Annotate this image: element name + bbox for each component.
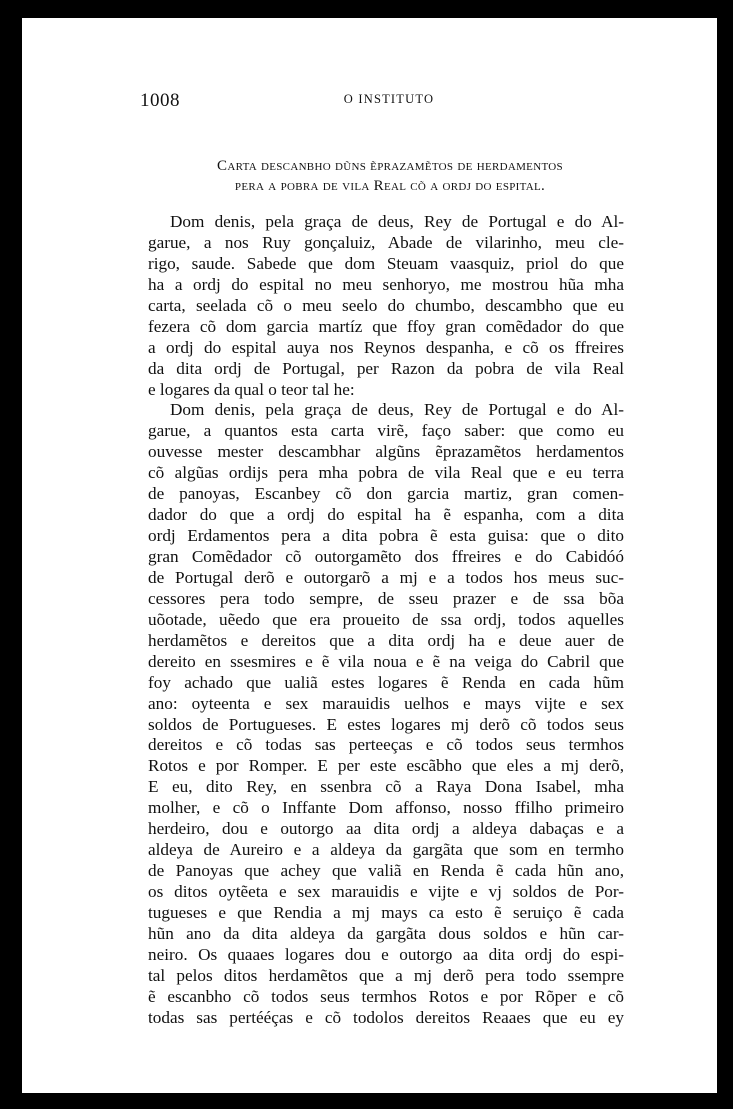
- body-line: soldos de Portugueses. E estes logares mj derõ cõ todos seus: [148, 714, 624, 734]
- document-title: [130, 156, 650, 196]
- body-line: fezera cõ dom garcia martíz que ffoy gran comẽdador do que: [148, 316, 624, 336]
- body-line: molher, e cõ o Inffante Dom affonso, nosso ffilho primeiro: [148, 798, 624, 818]
- journal-title: O INSTITUTO: [343, 92, 435, 106]
- body-line: dereitos e cõ todas sas perteeças e cõ todos seus termhos: [148, 735, 624, 755]
- body-line: Rotos e por Romper. E per este escãbho que eles a mj derõ,: [148, 756, 624, 776]
- body-line: foy achado que ualiã estes logares ẽ Renda en cada hũm: [148, 672, 624, 692]
- body-line: ha a ordj do espital no meu senhoryo, me mostrou hũa mha: [148, 274, 624, 294]
- body-line: E eu, dito Rey, en ssenbra cõ a Raya Dona Isabel, mha: [148, 777, 624, 797]
- body-line: carta, seelada cõ o meu seelo do chumbo, descambho que eu: [148, 295, 624, 315]
- body-line: hũn ano da dita aldeya da gargãta dous soldos e hũn car-: [148, 923, 624, 943]
- title-line-2: pera a pobra de vila Real cõ a ordj do espital.: [234, 178, 546, 194]
- body-line: os ditos oytẽeta e sex marauidis e vijte e vj soldos de Por-: [148, 882, 624, 901]
- running-head: [140, 90, 638, 112]
- body-line: todas sas pertééças e cõ todolos dereitos Reaaes que eu ey: [148, 1007, 624, 1027]
- body-line: ẽ escanbho cõ todos seus termhos Rotos e por Rõper e cõ: [148, 986, 624, 1006]
- body-line: tal pelos ditos herdamẽtos que a mj derõ pera todo ssempre: [148, 965, 624, 985]
- body-line: neiro. Os quaaes logares dou e outorgo aa dita ordj do espi-: [148, 944, 624, 964]
- body-line: cõ algũas ordijs pera mha pobra de vila Real que e eu terra: [148, 463, 624, 483]
- title-line-1: Carta descanbho dũns ẽprazamẽtos de herdamentos: [217, 158, 563, 174]
- body-line: uõotade, uẽedo que era proueito de ssa ordj, todos aquelles: [148, 609, 624, 629]
- body-line: herdamẽtos e dereitos que a dita ordj ha e deue auer de: [148, 630, 624, 650]
- body-line: de Portugal derõ e outorgarõ a mj e a todos hos meus suc-: [148, 567, 624, 587]
- body-line: cessores pera todo sempre, de sseu prazer e de ssa bõa: [148, 588, 624, 608]
- body-line: garue, a nos Ruy gonçaluiz, Abade de vilarinho, meu cle-: [148, 232, 624, 252]
- document-page: [22, 18, 717, 1093]
- body-line: ouvesse mester descambhar algũns ẽprazamẽtos herdamentos: [148, 442, 624, 462]
- body-line: ano: oyteenta e sex marauidis uelhos e mays vijte e sex: [148, 693, 624, 713]
- body-line: tugueses e que Rendia a mj mays ca esto ẽ seruiço ẽ cada: [148, 902, 624, 922]
- body-line: a ordj do espital auya nos Reynos despanha, e cõ os ffreires: [148, 337, 624, 357]
- body-line: Dom denis, pela graça de deus, Rey de Portugal e do Al-: [170, 212, 624, 231]
- body-line: garue, a quantos esta carta virẽ, faço saber: que como eu: [148, 421, 624, 441]
- body-line: e logares da qual o teor tal he:: [148, 379, 355, 399]
- body-line: ordj Erdamentos pera a dita pobra ẽ esta guisa: que o dito: [148, 526, 624, 546]
- body-line: dereito en ssesmires e ẽ vila noua e ẽ na veiga do Cabril que: [148, 651, 624, 671]
- body-line: de panoyas, Escanbey cõ don garcia martiz, gran comen-: [148, 484, 624, 504]
- page-number: 1008: [140, 90, 180, 111]
- body-text: [148, 212, 624, 1029]
- body-line: Dom denis, pela graça de deus, Rey de Portugal e do Al-: [170, 400, 624, 420]
- body-line: dador do que a ordj do espital ha ẽ espanha, com a dita: [148, 505, 624, 525]
- body-line: de Panoyas que achey que valiã en Renda ẽ cada hũn ano,: [148, 861, 624, 881]
- body-line: herdeiro, dou e outorgo aa dita ordj a aldeya dabaças e a: [148, 819, 624, 839]
- body-line: aldeya de Aureiro e a aldeya da gargãta que som en termho: [148, 840, 624, 860]
- body-line: gran Comẽdador cõ outorgamẽto dos ffreires e do Cabidóó: [148, 547, 624, 566]
- body-line: rigo, saude. Sabede que dom Steuam vaasquiz, priol do que: [148, 253, 624, 273]
- body-line: da dita ordj de Portugal, per Razon da pobra de vila Real: [148, 358, 624, 378]
